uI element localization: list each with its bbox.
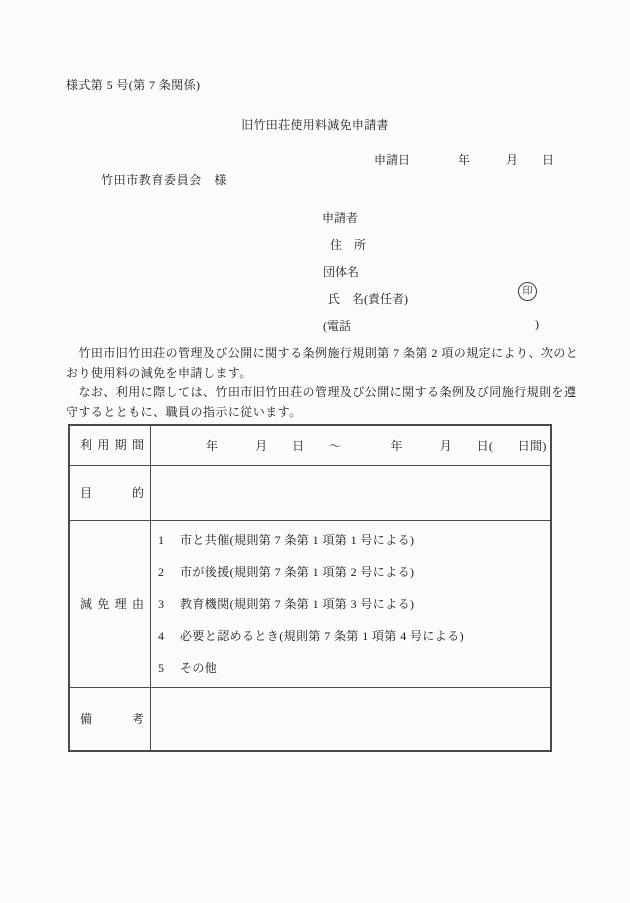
reason-item-text: 必要と認めるとき(規則第 7 条第 1 項第 4 号による) — [180, 629, 464, 643]
period-value-cell — [151, 425, 552, 466]
page-title: 旧竹田荘使用料減免申請書 — [241, 118, 389, 132]
reason-item-5 — [158, 662, 550, 675]
remarks-value-cell — [151, 688, 552, 752]
body-text — [66, 344, 579, 422]
application-table — [68, 424, 552, 752]
reason-item-text: その他 — [180, 661, 218, 675]
body-line-1: 竹田市旧竹田荘の管理及び公開に関する条例施行規則第 7 条第 2 項の規定により、次のと — [66, 346, 579, 360]
reason-item-1 — [158, 534, 550, 547]
form-number: 様式第 5 号(第 7 条関係) — [66, 78, 201, 92]
reason-item-number: 2 — [158, 565, 164, 579]
reason-item-3 — [158, 598, 550, 611]
reason-item-4 — [158, 630, 550, 643]
period-value: 年 月 日 〜 年 月 日( 日間) — [206, 439, 547, 453]
reason-item-text: 教育機関(規則第 7 条第 1 項第 3 号による) — [180, 597, 415, 611]
seal-icon: 印 — [518, 282, 537, 301]
table-row-purpose — [69, 466, 551, 521]
table-row-period — [69, 425, 551, 466]
remarks-label-cell — [69, 688, 151, 752]
application-date-line: 申請日 年 月 日 — [374, 153, 555, 167]
addressee: 竹田市教育委員会 様 — [101, 173, 228, 187]
purpose-label: 目的 — [80, 485, 144, 500]
body-line-2: おり使用料の減免を申請します。 — [66, 365, 252, 380]
applicant-group-label: 団体名 — [323, 265, 360, 279]
phone-close-paren: ) — [535, 317, 539, 331]
applicant-address-label: 住 所 — [330, 238, 367, 252]
period-label: 利用期間 — [80, 438, 144, 452]
phone-label: (電話 — [323, 319, 351, 333]
reason-item-number: 4 — [158, 629, 164, 643]
remarks-label: 備考 — [80, 711, 144, 726]
purpose-value-cell — [151, 466, 552, 521]
applicant-label: 申請者 — [322, 211, 359, 225]
period-label-cell — [69, 425, 151, 466]
purpose-label-cell — [69, 466, 151, 521]
reason-item-number: 1 — [158, 533, 164, 547]
reason-label-cell — [69, 521, 151, 688]
body-line-4: 守するとともに、職員の指示に従います。 — [66, 404, 302, 419]
reason-item-number: 5 — [158, 661, 164, 675]
reason-list — [151, 521, 550, 675]
applicant-name-label: 氏 名(責任者) — [328, 292, 408, 306]
table-row-reason — [69, 521, 551, 688]
reason-item-2 — [158, 566, 550, 579]
reason-label: 減免理由 — [80, 596, 144, 611]
body-line-3: なお、利用に際しては、竹田市旧竹田荘の管理及び公開に関する条例及び同施行規則を遵 — [66, 385, 577, 400]
reason-item-text: 市が後援(規則第 7 条第 1 項第 2 号による) — [180, 565, 415, 579]
reason-item-number: 3 — [158, 597, 164, 611]
table-row-remarks — [69, 688, 551, 752]
reason-value-cell — [151, 521, 552, 688]
applicant-phone-row — [323, 317, 539, 334]
reason-item-text: 市と共催(規則第 7 条第 1 項第 1 号による) — [180, 533, 415, 547]
